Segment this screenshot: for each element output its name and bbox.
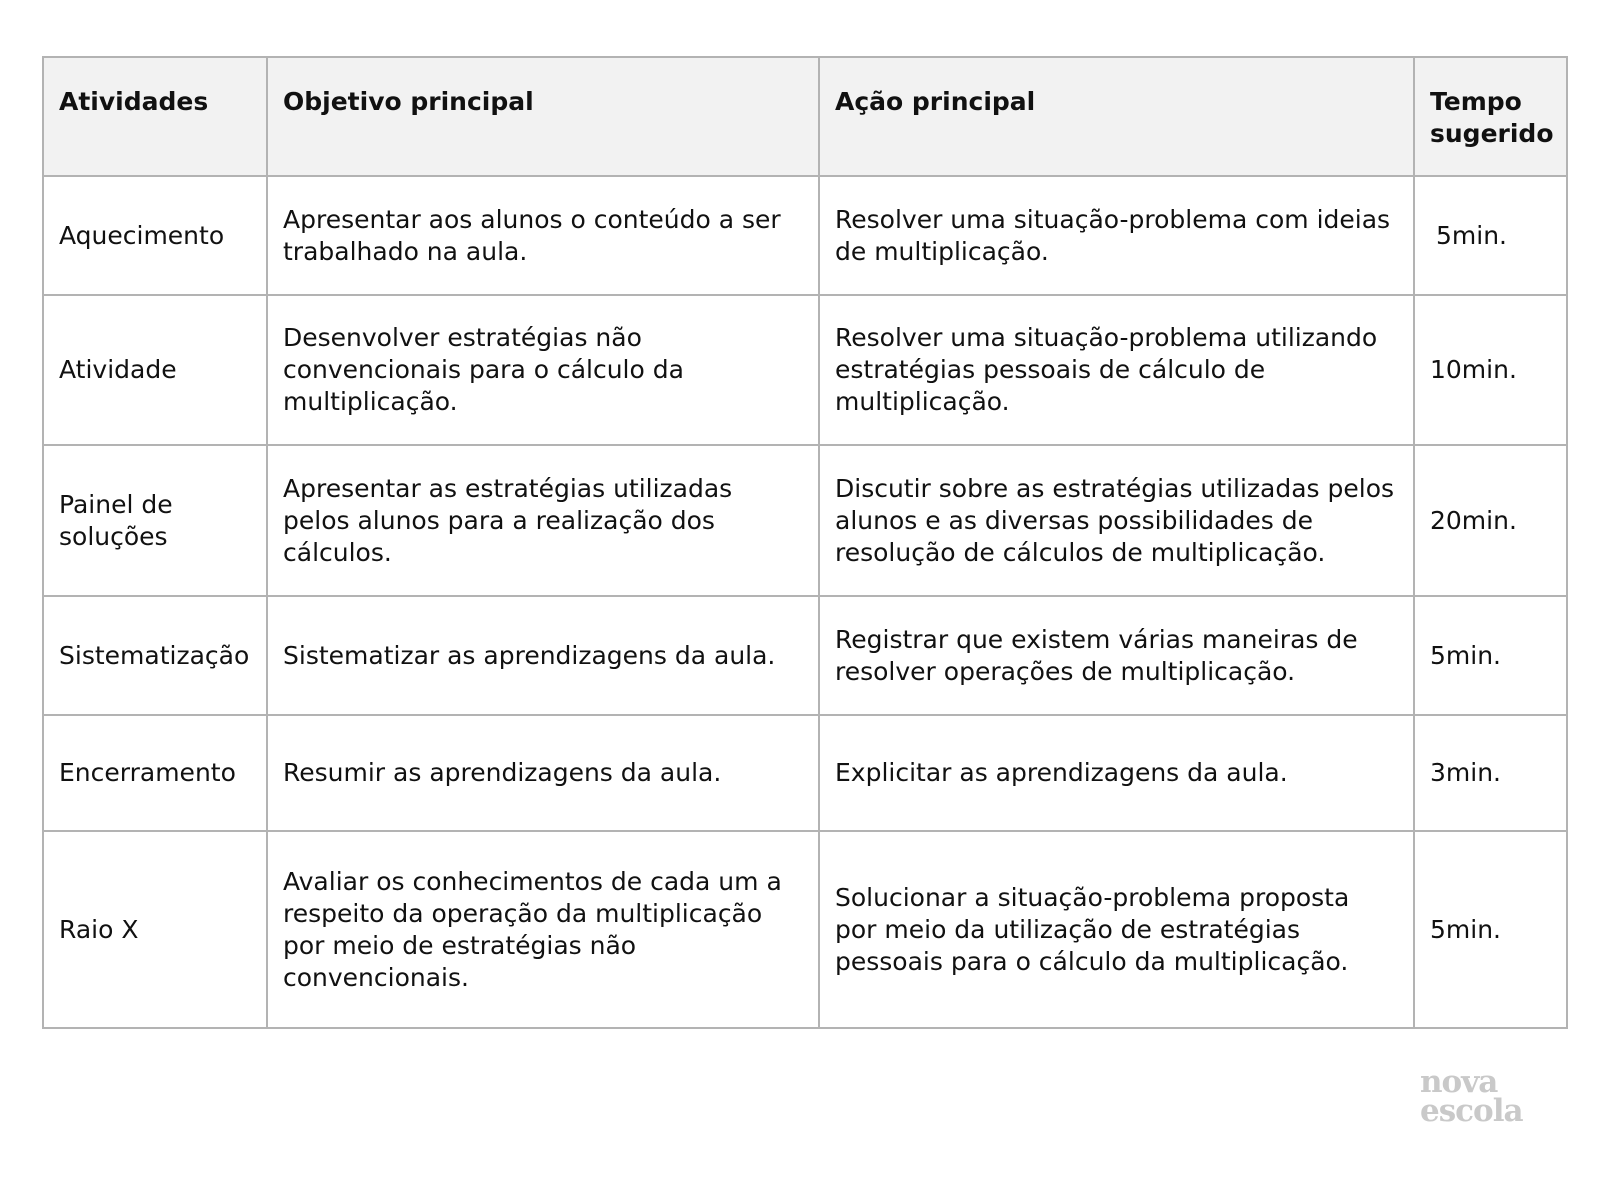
header-objetivo-principal: Objetivo principal (267, 57, 819, 176)
cell-atividade: Sistematização (43, 596, 267, 715)
cell-objetivo: Avaliar os conhecimentos de cada um a respeito da operação da multiplicação por meio de estratégias não convencionais. (267, 831, 819, 1028)
cell-acao: Resolver uma situação-problema com ideias de multiplicação. (819, 176, 1414, 295)
cell-tempo: 20min. (1414, 445, 1567, 596)
cell-acao: Explicitar as aprendizagens da aula. (819, 715, 1414, 831)
cell-objetivo: Resumir as aprendizagens da aula. (267, 715, 819, 831)
cell-tempo: 3min. (1414, 715, 1567, 831)
logo-line-escola: escola (1420, 1093, 1523, 1129)
table-row (43, 715, 1567, 831)
cell-acao: Discutir sobre as estratégias utilizadas pelos alunos e as diversas possibilidades de resolução de cálculos de multiplicação. (819, 445, 1414, 596)
table-row (43, 445, 1567, 596)
cell-atividade: Atividade (43, 295, 267, 445)
cell-objetivo: Sistematizar as aprendizagens da aula. (267, 596, 819, 715)
table-row (43, 176, 1567, 295)
cell-atividade: Painel de soluções (43, 445, 267, 596)
cell-objetivo: Apresentar as estratégias utilizadas pelos alunos para a realização dos cálculos. (267, 445, 819, 596)
cell-tempo: 5min. (1414, 831, 1567, 1028)
cell-objetivo: Desenvolver estratégias não convencionais para o cálculo da multiplicação. (267, 295, 819, 445)
header-atividades: Atividades (43, 57, 267, 176)
table-row (43, 295, 1567, 445)
cell-acao: Registrar que existem várias maneiras de resolver operações de multiplicação. (819, 596, 1414, 715)
header-tempo-sugerido: Tempo sugerido (1414, 57, 1567, 176)
lesson-plan-table (42, 56, 1568, 1029)
cell-atividade: Aquecimento (43, 176, 267, 295)
table-row (43, 596, 1567, 715)
cell-tempo: 5min. (1414, 596, 1567, 715)
cell-acao: Solucionar a situação-problema proposta por meio da utilização de estratégias pessoais para o cálculo da multiplicação. (819, 831, 1414, 1028)
cell-acao: Resolver uma situação-problema utilizando estratégias pessoais de cálculo de multiplicação. (819, 295, 1414, 445)
table-header (43, 57, 1567, 176)
header-row (43, 57, 1567, 176)
table-row (43, 831, 1567, 1028)
logo-line-nova: nova (1420, 1064, 1498, 1100)
cell-atividade: Raio X (43, 831, 267, 1028)
cell-tempo: 5min. (1414, 176, 1567, 295)
cell-objetivo: Apresentar aos alunos o conteúdo a ser trabalhado na aula. (267, 176, 819, 295)
header-acao-principal: Ação principal (819, 57, 1414, 176)
cell-tempo: 10min. (1414, 295, 1567, 445)
cell-atividade: Encerramento (43, 715, 267, 831)
table-body (43, 176, 1567, 1028)
nova-escola-logo (1420, 1064, 1540, 1129)
